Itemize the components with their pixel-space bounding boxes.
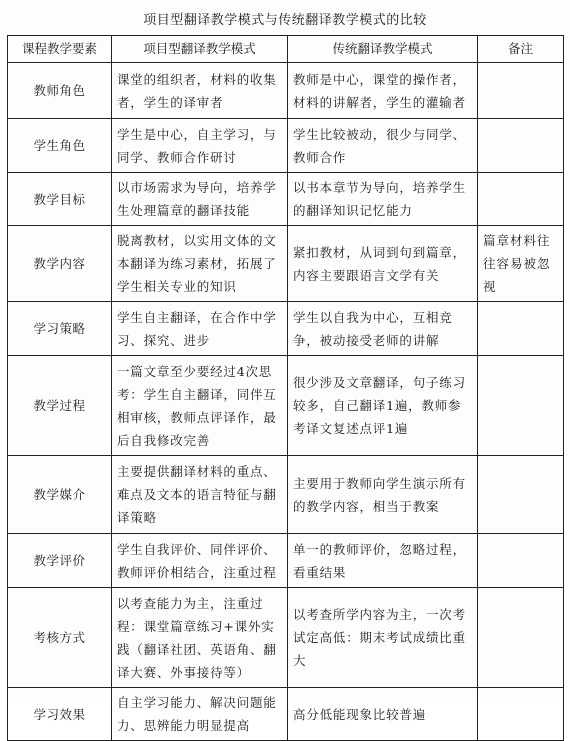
row-factor: 教学评价 xyxy=(8,534,112,588)
traditional-cell: 主要用于教师向学生演示所有的教学内容，相当于教案 xyxy=(288,456,478,534)
project-cell: 学生自我评价、同伴评价、教师评价相结合，注重过程 xyxy=(112,534,288,588)
traditional-cell: 紧扣教材，从词到句到篇章，内容主要跟语言文学有关 xyxy=(288,226,478,302)
header-factor: 课程教学要素 xyxy=(8,36,112,63)
note-cell xyxy=(478,119,564,173)
project-cell: 以市场需求为导向，培养学生处理篇章的翻译技能 xyxy=(112,173,288,226)
note-cell xyxy=(478,456,564,534)
note-cell: 篇章材料往往容易被忽视 xyxy=(478,226,564,302)
header-traditional-mode: 传统翻译教学模式 xyxy=(288,36,478,63)
traditional-cell: 高分低能现象比较普遍 xyxy=(288,688,478,741)
row-factor: 学生角色 xyxy=(8,119,112,173)
note-cell xyxy=(478,173,564,226)
traditional-cell: 学生比较被动，很少与同学、教师合作 xyxy=(288,119,478,173)
table-row xyxy=(8,688,564,741)
comparison-table xyxy=(7,35,564,741)
project-cell: 学生是中心，自主学习，与同学、教师合作研讨 xyxy=(112,119,288,173)
project-cell: 学生自主翻译，在合作中学习、探究、进步 xyxy=(112,302,288,356)
project-cell: 课堂的组织者，材料的收集者，学生的译审者 xyxy=(112,63,288,119)
table-row xyxy=(8,173,564,226)
row-factor: 教学目标 xyxy=(8,173,112,226)
table-title: 项目型翻译教学模式与传统翻译教学模式的比较 xyxy=(143,13,427,28)
row-factor: 学习效果 xyxy=(8,688,112,741)
table-row xyxy=(8,588,564,688)
table-row xyxy=(8,302,564,356)
project-cell: 一篇文章至少要经过4次思考：学生自主翻译，同伴互相审核，教师点评译作，最后自我修改完善 xyxy=(112,356,288,456)
row-factor: 学习策略 xyxy=(8,302,112,356)
note-cell xyxy=(478,688,564,741)
table-row xyxy=(8,456,564,534)
traditional-cell: 很少涉及文章翻译，句子练习较多，自己翻译1遍，教师参考译文复述点评1遍 xyxy=(288,356,478,456)
table-row xyxy=(8,119,564,173)
traditional-cell: 单一的教师评价，忽略过程，看重结果 xyxy=(288,534,478,588)
row-factor: 教学内容 xyxy=(8,226,112,302)
row-factor: 考核方式 xyxy=(8,588,112,688)
traditional-cell: 学生以自我为中心，互相竞争，被动接受老师的讲解 xyxy=(288,302,478,356)
table-row xyxy=(8,63,564,119)
note-cell xyxy=(478,356,564,456)
project-cell: 以考查能力为主，注重过程：课堂篇章练习+课外实践（翻译社团、英语角、翻译大赛、外事接待等） xyxy=(112,588,288,688)
project-cell: 自主学习能力、解决问题能力、思辨能力明显提高 xyxy=(112,688,288,741)
note-cell xyxy=(478,302,564,356)
note-cell xyxy=(478,534,564,588)
header-project-mode: 项目型翻译教学模式 xyxy=(112,36,288,63)
row-factor: 教学媒介 xyxy=(8,456,112,534)
table-row xyxy=(8,226,564,302)
note-cell xyxy=(478,63,564,119)
row-factor: 教学过程 xyxy=(8,356,112,456)
header-notes: 备注 xyxy=(478,36,564,63)
project-cell: 脱离教材，以实用文体的文本翻译为练习素材，拓展了学生相关专业的知识 xyxy=(112,226,288,302)
traditional-cell: 以考查所学内容为主，一次考试定高低：期末考试成绩比重大 xyxy=(288,588,478,688)
table-row xyxy=(8,356,564,456)
note-cell xyxy=(478,588,564,688)
table-row xyxy=(8,534,564,588)
traditional-cell: 以书本章节为导向，培养学生的翻译知识记忆能力 xyxy=(288,173,478,226)
header-row xyxy=(8,36,564,63)
traditional-cell: 教师是中心，课堂的操作者，材料的讲解者，学生的灌输者 xyxy=(288,63,478,119)
row-factor: 教师角色 xyxy=(8,63,112,119)
project-cell: 主要提供翻译材料的重点、难点及文本的语言特征与翻译策略 xyxy=(112,456,288,534)
